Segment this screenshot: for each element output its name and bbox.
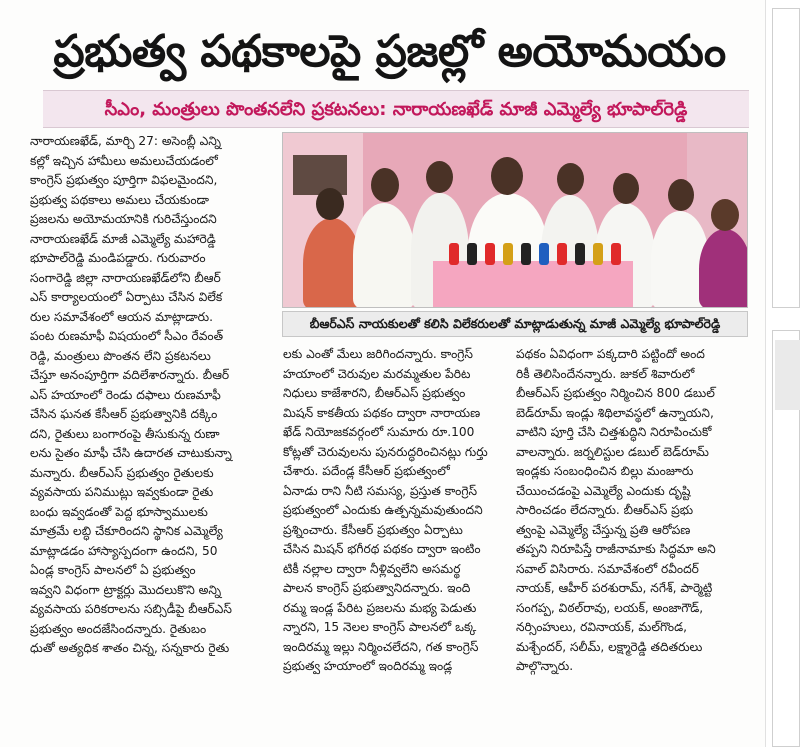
article-line: వ్యవసాయ పనిముట్లు ఇవ్వకుండా రైతు xyxy=(30,485,214,499)
article-line: కల్లో ఇచ్చిన హామీలు అమలుచేయడంలో xyxy=(30,153,218,168)
article-line: సారించడం లేదన్నారు. బీఆర్‌ఎస్‌ ప్రభు xyxy=(516,503,694,517)
article-line: ప్రశ్నించారు. కేసీఆర్‌ ప్రభుత్వం ఏర్పాటు xyxy=(283,522,463,537)
person-2 xyxy=(353,203,415,308)
article-line: లకు ఎంతో మేలు జరిగిందన్నారు. కాంగ్రెస్‌ xyxy=(283,347,473,361)
article-line: లను సైతం మాఫీ చేసి ఉదారత చాటుకున్నా xyxy=(30,446,232,460)
article-line: బెడ్‌రూమ్‌ ఇండ్లు శిథిలావస్థలో ఉన్నాయని, xyxy=(516,405,714,420)
mic-icon xyxy=(575,243,585,265)
subheadline: సీఎం, మంత్రులు పొంతనలేని ప్రకటనలు: నారాయణఖేడ్‌ మాజీ ఎమ్మెల్యే భూపాల్‌రెడ్డి xyxy=(43,90,749,128)
mic-icon xyxy=(467,243,477,265)
article-line: ఇండ్లకు సంబంధించిన బిల్లు మంజూరు xyxy=(516,464,694,478)
article-line: ఇవ్వని విధంగా ట్రాక్టర్లు మొదలుకొని అన్ని xyxy=(30,582,222,597)
article-line: దని, రైతులు బంగారంపై తీసుకున్న రుణా xyxy=(30,426,220,441)
article-line: రమ్మ ఇండ్ల పేరిట ప్రజలను మభ్య పెడుతు xyxy=(283,600,477,615)
article-line: నారాయణఖేడ్‌, మార్చి 27: అసెంబ్లీ ఎన్ని xyxy=(30,134,222,148)
person-6-head xyxy=(613,173,639,204)
person-4-head xyxy=(491,157,523,195)
article-line: సంగారెడ్డి జిల్లా నారాయణఖేడ్‌లోని బీఆర్‌ xyxy=(30,270,221,285)
article-column-1 xyxy=(30,132,272,737)
article-line: సంగప్ప, విఠల్‌రావు, లయక్‌, అంజాగౌడ్‌, xyxy=(516,600,704,615)
mic-icon xyxy=(593,243,603,265)
article-line: చేయించడంపై ఎమ్మెల్యే ఎందుకు దృష్టి xyxy=(516,483,691,498)
article-line: పాల్గొన్నారు. xyxy=(516,659,574,673)
article-line: ఎస్‌ కార్యాలయంలో ఏర్పాటు చేసిన విలేక xyxy=(30,290,223,304)
article-line: చేసిన ఘనత కేసీఆర్‌ ప్రభుత్వానికి దక్కిం xyxy=(30,407,218,421)
article-line: వ్యవసాయ పరికరాలను సబ్సిడీపై బీఆర్‌ఎస్‌ xyxy=(30,602,232,616)
person-2-head xyxy=(371,168,399,202)
article-line: మన్నారు. బీఆర్‌ఎస్‌ ప్రభుత్వం రైతులకు xyxy=(30,465,214,480)
article-line: టికీ నల్లాల ద్వారా నీళ్లివ్వలేని అసమర్థ xyxy=(283,561,461,576)
person-8-head xyxy=(711,199,739,231)
article-line: మిషన్‌ కాకతీయ పథకం ద్వారా నారాయణ xyxy=(283,405,481,420)
photo-shelf xyxy=(293,155,347,195)
article-line: నాయక్‌, ఆహీర్‌ పరశురామ్‌, నగేశ్‌, పార్మెట్టి xyxy=(516,581,713,595)
article-line: త్వంపై ఎమ్మెల్యే చేస్తున్న ప్రతి ఆరోపణ xyxy=(516,522,691,537)
article-line: మాత్రమే లబ్ధి చేకూరిందని స్థానిక ఎమ్మెల్యే xyxy=(30,524,223,538)
article-line: ప్రభుత్వ హయాంలో ఇందిరమ్మ ఇండ్ల xyxy=(283,659,453,673)
microphone-cluster xyxy=(443,243,633,269)
article-line: న్నారని, 15 నెలల కాంగ్రెస్‌ పాలనలో ఒక్క xyxy=(283,620,477,634)
mic-icon xyxy=(449,243,459,265)
photo-caption: బీఆర్‌ఎస్‌ నాయకులతో కలిసి విలేకరులతో మాట్లాడుతున్న మాజీ ఎమ్మెల్యే భూపాల్‌రెడ్డి xyxy=(282,311,748,337)
article-line: తప్పని నిరూపిస్తే రాజీనామాకు సిద్ధమా అని xyxy=(516,542,716,556)
person-1-head xyxy=(316,188,344,220)
article-line: చేసిన మిషన్‌ భగీరథ పథకం ద్వారా ఇంటిం xyxy=(283,542,481,556)
article-line: ఏనాడు రాని నీటి సమస్య, ప్రస్తుత కాంగ్రెస్‌ xyxy=(283,483,478,498)
mic-icon xyxy=(539,243,549,265)
headline: ప్రభుత్వ పథకాలపై ప్రజల్లో అయోమయం xyxy=(53,26,726,77)
person-7-head xyxy=(668,179,694,211)
article-line: హయాంలో చెరువుల మరమ్మతుల పేరిట xyxy=(283,366,471,381)
article-column-2 xyxy=(283,345,505,735)
article-line: వాటిని పూర్తి చేసి చిత్తశుద్ధిని నిరూపించుకో xyxy=(516,425,712,439)
article-line: భూపాల్‌రెడ్డి మండిపడ్డారు. గురువారం xyxy=(30,251,206,265)
article-line: పంట రుణమాఫీ విషయంలో సీఎం రేవంత్‌ xyxy=(30,329,224,343)
mic-icon xyxy=(557,243,567,265)
article-line: కాంగ్రెస్‌ ప్రభుత్వం పూర్తిగా విఫలమైందని, xyxy=(30,173,218,187)
person-8 xyxy=(699,229,748,308)
article-line: మాట్లాడడం హాస్యాస్పదంగా ఉందని, 50 xyxy=(30,543,218,558)
article-line: రెడ్డి, మంత్రులు పొంతన లేని ప్రకటనలు xyxy=(30,348,211,363)
adjacent-article-box-top xyxy=(772,8,800,308)
article-line: బంధు ఇవ్వడంతో పెద్ద భూస్వాములకు xyxy=(30,504,208,519)
person-3-head xyxy=(426,161,453,193)
press-meet-photo xyxy=(282,132,748,308)
article-line: ఎస్‌ హయాంలో రెండు దఫాలు రుణమాఫీ xyxy=(30,387,221,402)
article-line: నారాయణఖేడ్‌ మాజీ ఎమ్మెల్యే మహారెడ్డి xyxy=(30,231,216,246)
person-5-head xyxy=(557,163,584,195)
article-line: మశ్చేందర్‌, సలీమ్‌, లక్ష్మారెడ్డి తదితరులు xyxy=(516,639,703,654)
mic-icon xyxy=(503,243,513,265)
article-line: ప్రజలను అయోమయానికి గురిచేస్తుందని xyxy=(30,212,217,226)
mic-icon xyxy=(611,243,621,265)
article-line: పాలన కాంగ్రెస్‌ ప్రభుత్వానిదన్నారు. ఇంది xyxy=(283,581,471,595)
article-line: చేశారు. పదేండ్ల కేసీఆర్‌ ప్రభుత్వంలో xyxy=(283,464,450,478)
mic-icon xyxy=(485,243,495,265)
article-line: బీఆర్‌ఎస్‌ ప్రభుత్వం నిర్మించిన 800 డబుల్‌ xyxy=(516,386,715,400)
article-line: నర్సింహులు, రవినాయక్‌, మల్‌గొండ, xyxy=(516,620,688,634)
article-line: ప్రభుత్వంలో ఎందుకు ఉత్పన్నమవుతుందని xyxy=(283,503,483,517)
article-line: రుల సమావేశంలో ఆయన మాట్లాడారు. xyxy=(30,309,213,324)
article-line: చేస్తూ అనంపూర్తిగా వదిలేశారన్నారు. బీఆర్‌ xyxy=(30,368,230,382)
article-column-3 xyxy=(516,345,748,735)
adjacent-article-band xyxy=(775,340,800,410)
article-line: సవాల్‌ విసిరారు. సమావేశంలో రవీందర్‌ xyxy=(516,561,699,576)
article-line: వాలన్నారు. జర్నలిస్టుల డబుల్‌ బెడ్‌రూమ్‌ xyxy=(516,444,709,459)
article-line: ప్రభుత్వ పథకాలు అమలు చేయకుండా xyxy=(30,192,209,207)
article-line: రికీ తెలిసిందేనన్నారు. జుకల్‌ శివారులో xyxy=(516,366,695,381)
article-line: ప్రభుత్వం అందజేసిందన్నారు. రైతుబం xyxy=(30,621,207,636)
article-line: ఏండ్ల కాంగ్రెస్‌ పాలనలో ఏ ప్రభుత్వం xyxy=(30,563,196,577)
article-line: ఇందిరమ్మ ఇల్లు నిర్మించలేదని, గత కాంగ్రెస్‌ xyxy=(283,639,479,654)
article-line: నిధులు కాజేశారని, బీఆర్‌ఎస్‌ ప్రభుత్వం xyxy=(283,386,466,400)
mic-icon xyxy=(521,243,531,265)
article-line: ఖేడ్‌ నియోజకవర్గంలో సుమారు రూ.100 xyxy=(283,425,475,439)
article-line: కోట్లతో చెరువులను పునరుద్ధరించినట్లు గుర్తు xyxy=(283,444,488,459)
article-line: ధుతో అత్యధిక శాతం చిన్న, సన్నకారు రైతు xyxy=(30,641,230,655)
article-line: పథకం ఏవిధంగా పక్కదారి పట్టిందో అంద xyxy=(516,347,705,361)
